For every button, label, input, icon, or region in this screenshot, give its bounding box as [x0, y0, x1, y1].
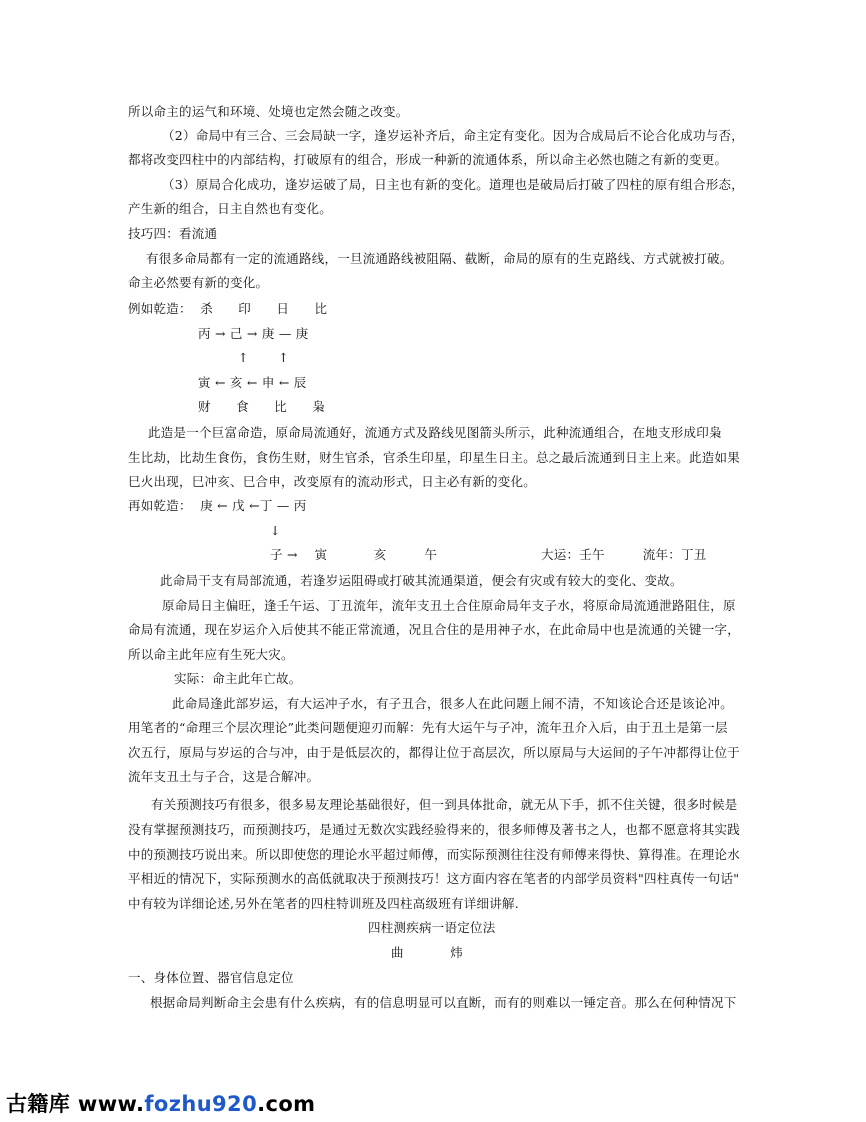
- chart-example-header: 再如乾造： 庚 ← 戊 ←丁 — 丙: [128, 498, 307, 513]
- chart-example-branches: 寅 ← 亥 ← 申 ← 辰: [198, 375, 307, 390]
- chart-example-gods: 财 食 比 枭: [198, 399, 326, 414]
- site-watermark: [6, 1088, 315, 1118]
- text-line: 原命局日主偏旺，逢壬午运、丁丑流年，流年支丑土合住原命局年支子水，将原命局流通泄路阻住，原: [162, 598, 736, 613]
- text-line: 巳火出现，巳冲亥、巳合申，改变原有的流动形式，日主必有新的变化。: [128, 474, 537, 489]
- text-line: 命局有流通，现在岁运介入后使其不能正常流通，况且合住的是用神子水，在此命局中也是流通的关键一字，: [128, 622, 741, 637]
- text-line: 没有掌握预测技巧，而预测技巧，是通过无数次实践经验得来的，很多师傅及著书之人，也都不愿意将其实践: [128, 822, 741, 837]
- text-line: 根据命局判断命主会患有什么疾病，有的信息明显可以直断，而有的则难以一锤定音。那么在何种情况下: [150, 995, 737, 1010]
- text-line: 此造是一个巨富命造，原命局流通好，流通方式及路线见图箭头所示，此种流通组合，在地支形成印枭: [148, 425, 722, 440]
- text-line: 命主必然要有新的变化。: [128, 275, 269, 290]
- chart-example-stems: 丙 → 己 → 庚 — 庚: [198, 326, 309, 341]
- site-name: 古籍库 www.: [6, 1092, 145, 1116]
- text-line: 次五行，原局与岁运的合与冲，由于是低层次的，都得让位于高层次，所以原局与大运间的子午冲都得让位于: [128, 745, 741, 760]
- text-line: 此命局干支有局部流通，若逢岁运阻碍或打破其流通渠道，便会有灾或有较大的变化、变故。: [160, 573, 683, 588]
- text-line: 所以命主此年应有生死大灾。: [128, 647, 294, 662]
- text-line: 平相近的情况下，实际预测水的高低就取决于预测技巧！这方面内容在笔者的内部学员资料"四柱真传一句话": [128, 871, 740, 886]
- section-title: 四柱测疾病一语定位法: [368, 920, 496, 935]
- text-line: 流年支丑土与子合，这是合解冲。: [128, 769, 320, 784]
- chart-example-branches: 子 → 寅 亥 午: [270, 547, 438, 562]
- text-line: 生比劫，比劫生食伤，食伤生财，财生官杀，官杀生印星，印星生日主。总之最后流通到日主上来。此造如果: [128, 450, 741, 465]
- text-line: 有很多命局都有一定的流通路线，一旦流通路线被阻隔、截断，命局的原有的生克路线、方式就被打破。: [146, 251, 733, 266]
- text-line: 有关预测技巧有很多，很多易友理论基础很好，但一到具体批命，就无从下手，抓不住关键，很多时候是: [151, 797, 738, 812]
- text-line: （3）原局合化成功，逢岁运破了局，日主也有新的变化。道理也是破局后打破了四柱的原有组合形态，: [162, 177, 744, 192]
- author-name: 曲 炜: [391, 945, 463, 960]
- luck-periods: 大运：壬午 流年：丁丑: [541, 547, 707, 562]
- site-domain-highlight: fozhu920: [144, 1092, 258, 1116]
- text-line: 实际：命主此年亡故。: [174, 671, 302, 686]
- text-line: 此命局逢此部岁运，有大运冲子水，有子丑合，很多人在此问题上闹不清，不知该论合还是该论冲。: [172, 696, 734, 711]
- text-line: 中有较为详细论述,另外在笔者的四柱特训班及四柱高级班有详细讲解.: [128, 896, 519, 911]
- section-heading: 技巧四：看流通: [128, 226, 218, 241]
- text-line: 所以命主的运气和环境、处境也定然会随之改变。: [128, 104, 409, 119]
- chart-example-header: 例如乾造： 杀 印 日 比: [128, 301, 328, 316]
- chart-example-arrows: ↑ ↑: [238, 350, 290, 365]
- text-line: 产生新的组合，日主自然也有变化。: [128, 201, 333, 216]
- text-line: 中的预测技巧说出来。所以即使您的理论水平超过师傅，而实际预测往往没有师傅来得快、算得准。在理论水: [128, 847, 741, 862]
- subheading: 一、身体位置、器官信息定位: [128, 970, 294, 985]
- site-domain-suffix: .com: [257, 1092, 316, 1116]
- text-line: 都将改变四柱中的内部结构，打破原有的组合，形成一种新的流通体系，所以命主必然也随之有新的变更。: [128, 152, 728, 167]
- text-line: 用笔者的“命理三个层次理论”此类问题便迎刃而解：先有大运午与子冲，流年丑介入后，由于丑土是第一层: [128, 720, 728, 735]
- text-line: （2）命局中有三合、三会局缺一字，逢岁运补齐后，命主定有变化。因为合成局后不论合化成功与否，: [162, 128, 744, 143]
- down-arrow: ↓: [270, 523, 281, 538]
